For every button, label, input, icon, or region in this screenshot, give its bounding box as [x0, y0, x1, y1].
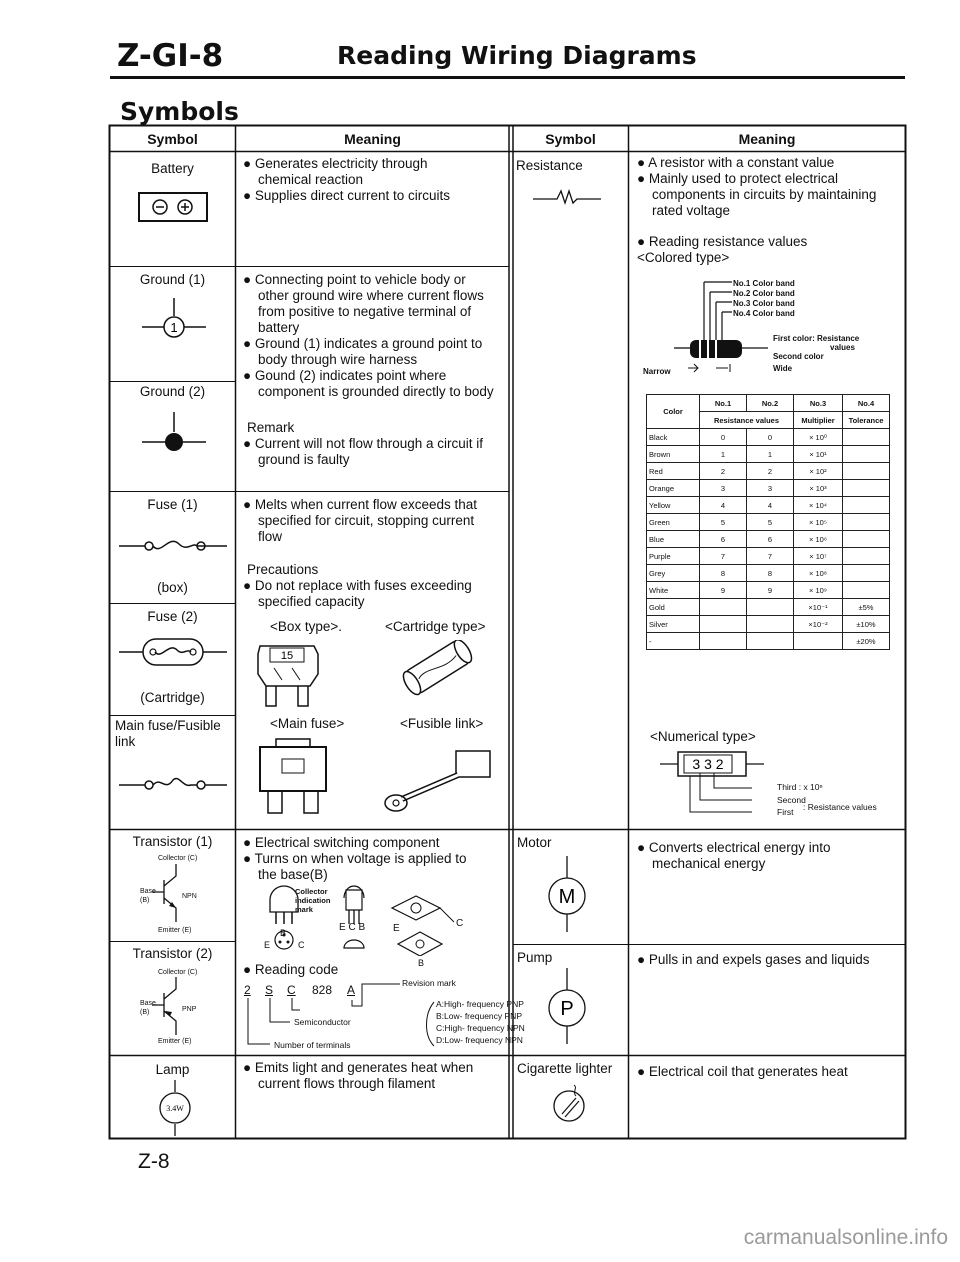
transistor1-npn-icon	[150, 862, 184, 924]
code-revision-mark: Revision mark	[402, 978, 456, 988]
resistance-meaning-2: ● Mainly used to protect electrical	[637, 171, 838, 186]
collector-mark-1: Collector	[295, 887, 328, 896]
fusible-link-type-label: <Fusible link>	[400, 716, 484, 731]
table-cell: 5	[747, 514, 794, 531]
table-cell: ±10%	[843, 616, 890, 633]
header-symbol-right: Symbol	[545, 131, 596, 147]
table-row	[647, 548, 890, 565]
motor-name: Motor	[517, 835, 552, 850]
ground-meaning-6: body through wire harness	[258, 352, 418, 367]
transistor1-base: Base	[140, 888, 156, 895]
table-cell	[843, 497, 890, 514]
transistor2-name: Transistor (2)	[132, 946, 213, 961]
cigarette-lighter-icon	[552, 1084, 586, 1128]
col-header-tolerance: Tolerance	[843, 412, 890, 429]
col-header-multiplier: Multiplier	[794, 412, 843, 429]
band-label-3: No.3 Color band	[733, 299, 795, 308]
table-cell	[700, 616, 747, 633]
lamp-name: Lamp	[155, 1062, 190, 1077]
table-cell: Green	[647, 514, 700, 531]
transistor2-pnp-icon	[150, 975, 184, 1037]
col-header-no4: No.4	[843, 395, 890, 412]
lamp-icon	[158, 1080, 192, 1138]
band-label-4: No.4 Color band	[733, 309, 795, 318]
transistor-meaning-3: the base(B)	[258, 867, 328, 882]
fuse1-icon	[117, 530, 229, 560]
ground-meaning-4: battery	[258, 320, 300, 335]
watermark: carmanualsonline.info	[743, 1226, 948, 1249]
table-cell	[843, 480, 890, 497]
table-cell	[843, 429, 890, 446]
ground-meaning-8: component is grounded directly to body	[258, 384, 494, 399]
code-char-5: A	[347, 983, 356, 997]
ground-meaning-5: ● Ground (1) indicates a ground point to	[243, 336, 483, 351]
band-first-color: First color: Resistance	[773, 334, 860, 343]
code-char-2: S	[265, 983, 274, 997]
table-cell: × 10¹	[794, 446, 843, 463]
pump-icon	[547, 968, 587, 1048]
table-cell: 5	[700, 514, 747, 531]
col-header-no2: No.2	[747, 395, 794, 412]
cartridge-type-label: <Cartridge type>	[385, 619, 486, 634]
table-cell: White	[647, 582, 700, 599]
motor-meaning-1: ● Converts electrical energy into	[637, 840, 831, 855]
box-fuse-drawing	[252, 640, 324, 712]
pin-label-e: E	[264, 940, 271, 950]
fuse-meaning-1: ● Melts when current flow exceeds that	[243, 497, 478, 512]
ground1-name: Ground (1)	[139, 272, 206, 287]
table-cell: × 10³	[794, 480, 843, 497]
table-cell: × 10⁴	[794, 497, 843, 514]
table-cell	[843, 582, 890, 599]
lamp-meaning-1: ● Emits light and generates heat when	[243, 1060, 474, 1075]
table-cell: × 10⁰	[794, 429, 843, 446]
code-terminals: Number of terminals	[274, 1040, 351, 1050]
code-char-4: 828	[312, 983, 333, 997]
numerical-note: : Resistance values	[803, 802, 877, 812]
ground-meaning-1: ● Connecting point to vehicle body or	[243, 272, 466, 287]
col-header-no1: No.1	[700, 395, 747, 412]
lamp-glyph: 3.4W	[166, 1104, 184, 1113]
table-cell	[747, 633, 794, 650]
table-cell	[700, 599, 747, 616]
ground-meaning-2: other ground wire where current flows	[258, 288, 484, 303]
code-list-b: B:Low- frequency PNP	[436, 1011, 522, 1021]
color-code-table	[646, 394, 890, 650]
table-cell: × 10⁸	[794, 565, 843, 582]
table-cell	[843, 548, 890, 565]
table-cell: × 10⁷	[794, 548, 843, 565]
table-cell	[794, 633, 843, 650]
pin-label-ecb: E C B	[339, 922, 366, 933]
fusible-link-drawing	[378, 745, 496, 817]
transistor1-collector: Collector (C)	[158, 855, 198, 862]
table-cell: Orange	[647, 480, 700, 497]
numerical-resistor-diagram	[660, 748, 770, 820]
table-row	[647, 565, 890, 582]
transistor2-base-b: (B)	[140, 1009, 150, 1016]
reading-code-leaders	[240, 980, 440, 1048]
table-cell	[747, 599, 794, 616]
table-row	[647, 599, 890, 616]
table-row	[647, 480, 890, 497]
page-code: Z-GI-8	[117, 38, 224, 74]
table-row	[647, 463, 890, 480]
battery-name: Battery	[151, 161, 194, 176]
table-cell: 7	[700, 548, 747, 565]
fuse1-name: Fuse (1)	[147, 497, 198, 512]
band-second-color: Second color	[773, 352, 824, 361]
table-cell: ±5%	[843, 599, 890, 616]
code-list-d: D:Low- frequency NPN	[436, 1035, 523, 1045]
table-cell: -	[647, 633, 700, 650]
numerical-second: Second	[777, 795, 806, 805]
table-cell: × 10⁶	[794, 531, 843, 548]
main-fuse-type-label: <Main fuse>	[270, 716, 345, 731]
table-cell: × 10⁵	[794, 514, 843, 531]
resistance-meaning-3: components in circuits by maintaining	[652, 187, 877, 202]
cartridge-fuse-drawing	[392, 640, 484, 696]
table-row	[647, 514, 890, 531]
pin-label-c2: C	[456, 918, 464, 929]
table-cell	[843, 446, 890, 463]
code-list-c: C:High- frequency NPN	[436, 1023, 525, 1033]
code-char-3: C	[287, 983, 296, 997]
table-cell: 8	[747, 565, 794, 582]
box-fuse-number: 15	[280, 650, 294, 662]
table-cell: Brown	[647, 446, 700, 463]
main-fuse-icon	[117, 770, 229, 800]
fuse-meaning-3: flow	[258, 529, 283, 544]
resistance-meaning-4: rated voltage	[652, 203, 731, 218]
cigarette-lighter-name: Cigarette lighter	[517, 1061, 613, 1076]
transistor2-type: PNP	[182, 1006, 197, 1013]
table-cell: 3	[747, 480, 794, 497]
pin-label-b: B	[280, 928, 287, 938]
table-cell: Gold	[647, 599, 700, 616]
header-symbol-left: Symbol	[147, 131, 198, 147]
fuse-precaution-1: ● Do not replace with fuses exceeding	[243, 578, 472, 593]
table-cell: 9	[700, 582, 747, 599]
motor-icon	[547, 856, 587, 936]
transistor1-type: NPN	[182, 893, 197, 900]
fuse-precautions-title: Precautions	[247, 562, 319, 577]
code-list-a: A:High- frequency PNP	[436, 999, 524, 1009]
table-cell: Yellow	[647, 497, 700, 514]
pump-name: Pump	[517, 950, 553, 965]
table-cell: ±20%	[843, 633, 890, 650]
battery-icon	[138, 192, 208, 222]
table-cell	[747, 616, 794, 633]
collector-mark-2: indication	[295, 896, 331, 905]
table-cell: 9	[747, 582, 794, 599]
main-fuse-name-1: Main fuse/Fusible	[115, 718, 221, 733]
collector-mark-3: mark	[295, 905, 313, 914]
table-cell: 2	[747, 463, 794, 480]
battery-meaning-1: ● Generates electricity through	[243, 156, 428, 171]
numerical-third: Third : x 10ⁿ	[777, 782, 823, 792]
motor-glyph: M	[558, 886, 576, 908]
ground-remark-1: ● Current will not flow through a circuit if	[243, 436, 483, 451]
table-cell: Purple	[647, 548, 700, 565]
table-cell	[843, 463, 890, 480]
table-row	[647, 531, 890, 548]
ground2-name: Ground (2)	[139, 384, 206, 399]
ground1-icon	[142, 298, 206, 360]
page-title: Reading Wiring Diagrams	[337, 41, 697, 70]
table-cell	[700, 633, 747, 650]
table-cell	[843, 531, 890, 548]
table-cell: Red	[647, 463, 700, 480]
lamp-meaning-2: current flows through filament	[258, 1076, 436, 1091]
ground1-glyph: 1	[170, 320, 178, 335]
table-cell: Grey	[647, 565, 700, 582]
table-cell	[843, 514, 890, 531]
transistor2-emitter: Emitter (E)	[158, 1038, 192, 1045]
numerical-digits: 3 3 2	[692, 756, 724, 772]
box-type-label: <Box type>.	[270, 619, 343, 634]
header-meaning-right: Meaning	[738, 131, 796, 147]
transistor1-base-b: (B)	[140, 897, 150, 904]
ground2-icon	[142, 412, 206, 470]
col-header-color: Color	[647, 395, 700, 429]
main-fuse-drawing	[254, 737, 332, 817]
ground-remark-2: ground is faulty	[258, 452, 350, 467]
table-cell: 4	[747, 497, 794, 514]
col-header-no3: No.3	[794, 395, 843, 412]
page-number: Z-8	[138, 1150, 170, 1173]
battery-meaning-2: chemical reaction	[258, 172, 364, 187]
table-cell: ×10⁻¹	[794, 599, 843, 616]
table-cell: 2	[700, 463, 747, 480]
pin-label-c: C	[298, 940, 305, 950]
table-cell: 6	[700, 531, 747, 548]
table-cell: 0	[747, 429, 794, 446]
table-cell: 7	[747, 548, 794, 565]
table-cell	[843, 565, 890, 582]
table-row	[647, 616, 890, 633]
resistance-name: Resistance	[516, 158, 583, 173]
section-title: Symbols	[120, 97, 239, 126]
table-cell: × 10⁹	[794, 582, 843, 599]
main-fuse-name-2: link	[115, 734, 136, 749]
fuse-meaning-2: specified for circuit, stopping current	[258, 513, 475, 528]
pin-label-e2: E	[393, 923, 400, 934]
cigarette-lighter-meaning: ● Electrical coil that generates heat	[637, 1064, 848, 1079]
transistor-meaning-2: ● Turns on when voltage is applied to	[243, 851, 467, 866]
col-header-resistance: Resistance values	[700, 412, 794, 429]
motor-meaning-2: mechanical energy	[652, 856, 766, 871]
table-cell: 6	[747, 531, 794, 548]
band-values: values	[830, 343, 855, 352]
fuse1-sub: (box)	[157, 580, 188, 595]
resistance-reading: ● Reading resistance values	[637, 234, 808, 249]
battery-meaning-3: ● Supplies direct current to circuits	[243, 188, 450, 203]
table-cell: ×10⁻²	[794, 616, 843, 633]
numerical-first: First	[777, 807, 794, 817]
resistance-meaning-1: ● A resistor with a constant value	[637, 155, 835, 170]
fuse-precaution-2: specified capacity	[258, 594, 365, 609]
ground-meaning-7: ● Gound (2) indicates point where	[243, 368, 447, 383]
code-semiconductor: Semiconductor	[294, 1017, 351, 1027]
table-cell: 8	[700, 565, 747, 582]
table-cell: Blue	[647, 531, 700, 548]
table-cell: Black	[647, 429, 700, 446]
band-label-2: No.2 Color band	[733, 289, 795, 298]
pump-meaning: ● Pulls in and expels gases and liquids	[637, 952, 870, 967]
table-row	[647, 429, 890, 446]
resistor-icon	[531, 188, 603, 206]
band-wide: Wide	[773, 364, 793, 373]
table-row	[647, 582, 890, 599]
transistor2-base: Base	[140, 1000, 156, 1007]
transistor-meaning-1: ● Electrical switching component	[243, 835, 440, 850]
header-meaning-left: Meaning	[344, 131, 401, 147]
colored-type-label: <Colored type>	[637, 250, 730, 265]
table-cell: × 10²	[794, 463, 843, 480]
table-row	[647, 633, 890, 650]
table-cell: 1	[700, 446, 747, 463]
table-cell: 0	[700, 429, 747, 446]
numerical-type-label: <Numerical type>	[650, 729, 756, 744]
transistor1-name: Transistor (1)	[132, 834, 213, 849]
fuse2-sub: (Cartridge)	[140, 690, 205, 705]
transistor2-collector: Collector (C)	[158, 969, 198, 976]
ground-remark-title: Remark	[247, 420, 295, 435]
code-char-1: 2	[244, 983, 251, 997]
pump-glyph: P	[560, 998, 574, 1020]
pin-label-b2: B	[418, 958, 425, 968]
table-cell: 4	[700, 497, 747, 514]
ground-meaning-3: from positive to negative terminal of	[258, 304, 472, 319]
band-narrow: Narrow	[643, 367, 671, 376]
table-cell: 3	[700, 480, 747, 497]
table-row	[647, 497, 890, 514]
reading-code-label: ● Reading code	[243, 962, 339, 977]
transistor1-emitter: Emitter (E)	[158, 927, 192, 934]
table-cell: 1	[747, 446, 794, 463]
table-row	[647, 446, 890, 463]
fuse2-icon	[117, 636, 229, 668]
band-label-1: No.1 Color band	[733, 279, 795, 288]
fuse2-name: Fuse (2)	[147, 609, 198, 624]
table-cell: Silver	[647, 616, 700, 633]
